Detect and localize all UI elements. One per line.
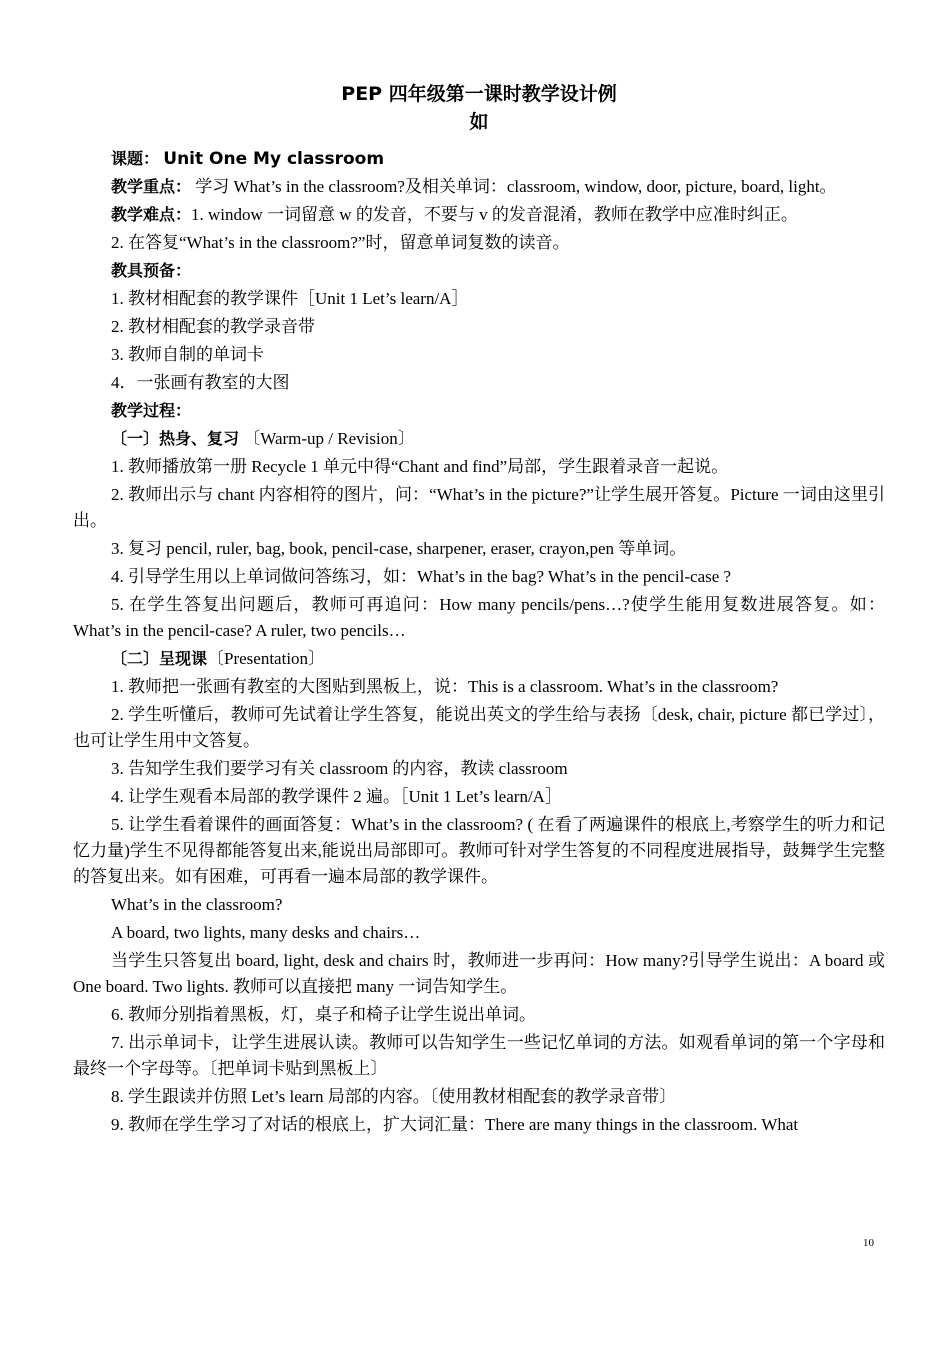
page-number: 10 bbox=[863, 1237, 874, 1249]
subject-label: 课题： bbox=[111, 149, 160, 168]
list-item: 8. 学生跟读并仿照 Let’s learn 局部的内容。〔使用教材相配套的教学录音带〕 bbox=[111, 1087, 677, 1106]
list-item: 5. 让学生看着课件的画面答复：What’s in the classroom? ( 在看了两遍课件的根底上,考察学生的听力和记忆力量)学生不见得都能答复出来,能说出局部即可。教师可针对学生答复的不同程度进展指导，鼓舞学生完整的答复出来。如有困难，可再看一遍本局部的教学课件。 bbox=[73, 815, 885, 886]
list-item: 1. 教师把一张画有教室的大图贴到黑板上，说：This is a classroom. What’s in the classroom? bbox=[111, 677, 779, 696]
list-item: 6. 教师分别指着黑板，灯，桌子和椅子让学生说出单词。 bbox=[111, 1005, 536, 1024]
key-points-text: 学习 What’s in the classroom?及相关单词：classroom, window, door, picture, board, light。 bbox=[191, 177, 837, 196]
list-item: 4．一张画有教室的大图 bbox=[111, 373, 290, 392]
process-label: 教学过程： bbox=[111, 401, 192, 420]
list-item: 3. 告知学生我们要学习有关 classroom 的内容，教读 classroom bbox=[111, 759, 568, 778]
key-points-label: 教学重点： bbox=[111, 177, 192, 196]
list-item: 4. 引导学生用以上单词做问答练习，如：What’s in the bag? What’s in the pencil-case ? bbox=[111, 567, 732, 586]
list-item: 7. 出示单词卡，让学生进展认读。教师可以告知学生一些记忆单词的方法。如观看单词的第一个字母和最终一个字母等。〔把单词卡贴到黑板上〕 bbox=[73, 1033, 885, 1078]
list-item: 2. 学生听懂后，教师可先试着让学生答复，能说出英文的学生给与表扬〔desk, chair, picture 都已学过〕，也可让学生用中文答复。 bbox=[73, 705, 885, 750]
difficulties-item-1: 1. window 一词留意 w 的发音，不要与 v 的发音混淆，教师在教学中应准时纠正。 bbox=[191, 205, 798, 224]
list-item: 3. 教师自制的单词卡 bbox=[111, 345, 264, 364]
materials-label: 教具预备： bbox=[111, 261, 192, 280]
list-item: 1. 教材相配套的教学课件［Unit 1 Let’s learn/A］ bbox=[111, 289, 469, 308]
dialogue-answer: A board, two lights, many desks and chairs… bbox=[111, 923, 421, 942]
list-item: 4. 让学生观看本局部的教学课件 2 遍。［Unit 1 Let’s learn/A］ bbox=[111, 787, 562, 806]
list-item: 5. 在学生答复出问题后，教师可再追问：How many pencils/pens…?使学生能用复数进展答复。如：What’s in the pencil-case? A ruler, two pencils… bbox=[73, 595, 885, 640]
list-item: 9. 教师在学生学习了对话的根底上，扩大词汇量：There are many things in the classroom. What bbox=[111, 1115, 799, 1134]
key-points bbox=[73, 174, 885, 200]
title-line-2: 如 bbox=[469, 111, 489, 133]
list-item: 2. 教材相配套的教学录音带 bbox=[111, 317, 315, 336]
list-item: 3. 复习 pencil, ruler, bag, book, pencil-case, sharpener, eraser, crayon,pen 等单词。 bbox=[111, 539, 687, 558]
dialogue-question: What’s in the classroom? bbox=[111, 895, 283, 914]
list-item: 1. 教师播放第一册 Recycle 1 单元中得“Chant and find”局部，学生跟着录音一起说。 bbox=[111, 457, 729, 476]
document-title bbox=[73, 80, 885, 136]
subject-value: Unit One My classroom bbox=[163, 149, 385, 169]
document-page bbox=[73, 80, 885, 1138]
title-line-1: PEP 四年级第一课时教学设计例 bbox=[341, 83, 617, 105]
difficulties bbox=[73, 202, 885, 228]
section-1-heading: 〔一〕热身、复习 〔Warm-up / Revision〕 bbox=[111, 429, 415, 448]
list-item: 2. 教师出示与 chant 内容相符的图片，问：“What’s in the picture?”让学生展开答复。Picture 一词由这里引出。 bbox=[73, 485, 885, 530]
list-item: 当学生只答复出 board, light, desk and chairs 时，教师进一步再问：How many?引导学生说出：A board 或 One board. Two lights. 教师可以直接把 many 一词告知学生。 bbox=[73, 951, 885, 996]
section-2-heading: 〔二〕呈现课〔Presentation〕 bbox=[111, 649, 326, 668]
subject-line bbox=[73, 146, 885, 172]
difficulties-item-2: 2. 在答复“What’s in the classroom?”时，留意单词复数的读音。 bbox=[111, 233, 570, 252]
difficulties-label: 教学难点： bbox=[111, 205, 192, 224]
